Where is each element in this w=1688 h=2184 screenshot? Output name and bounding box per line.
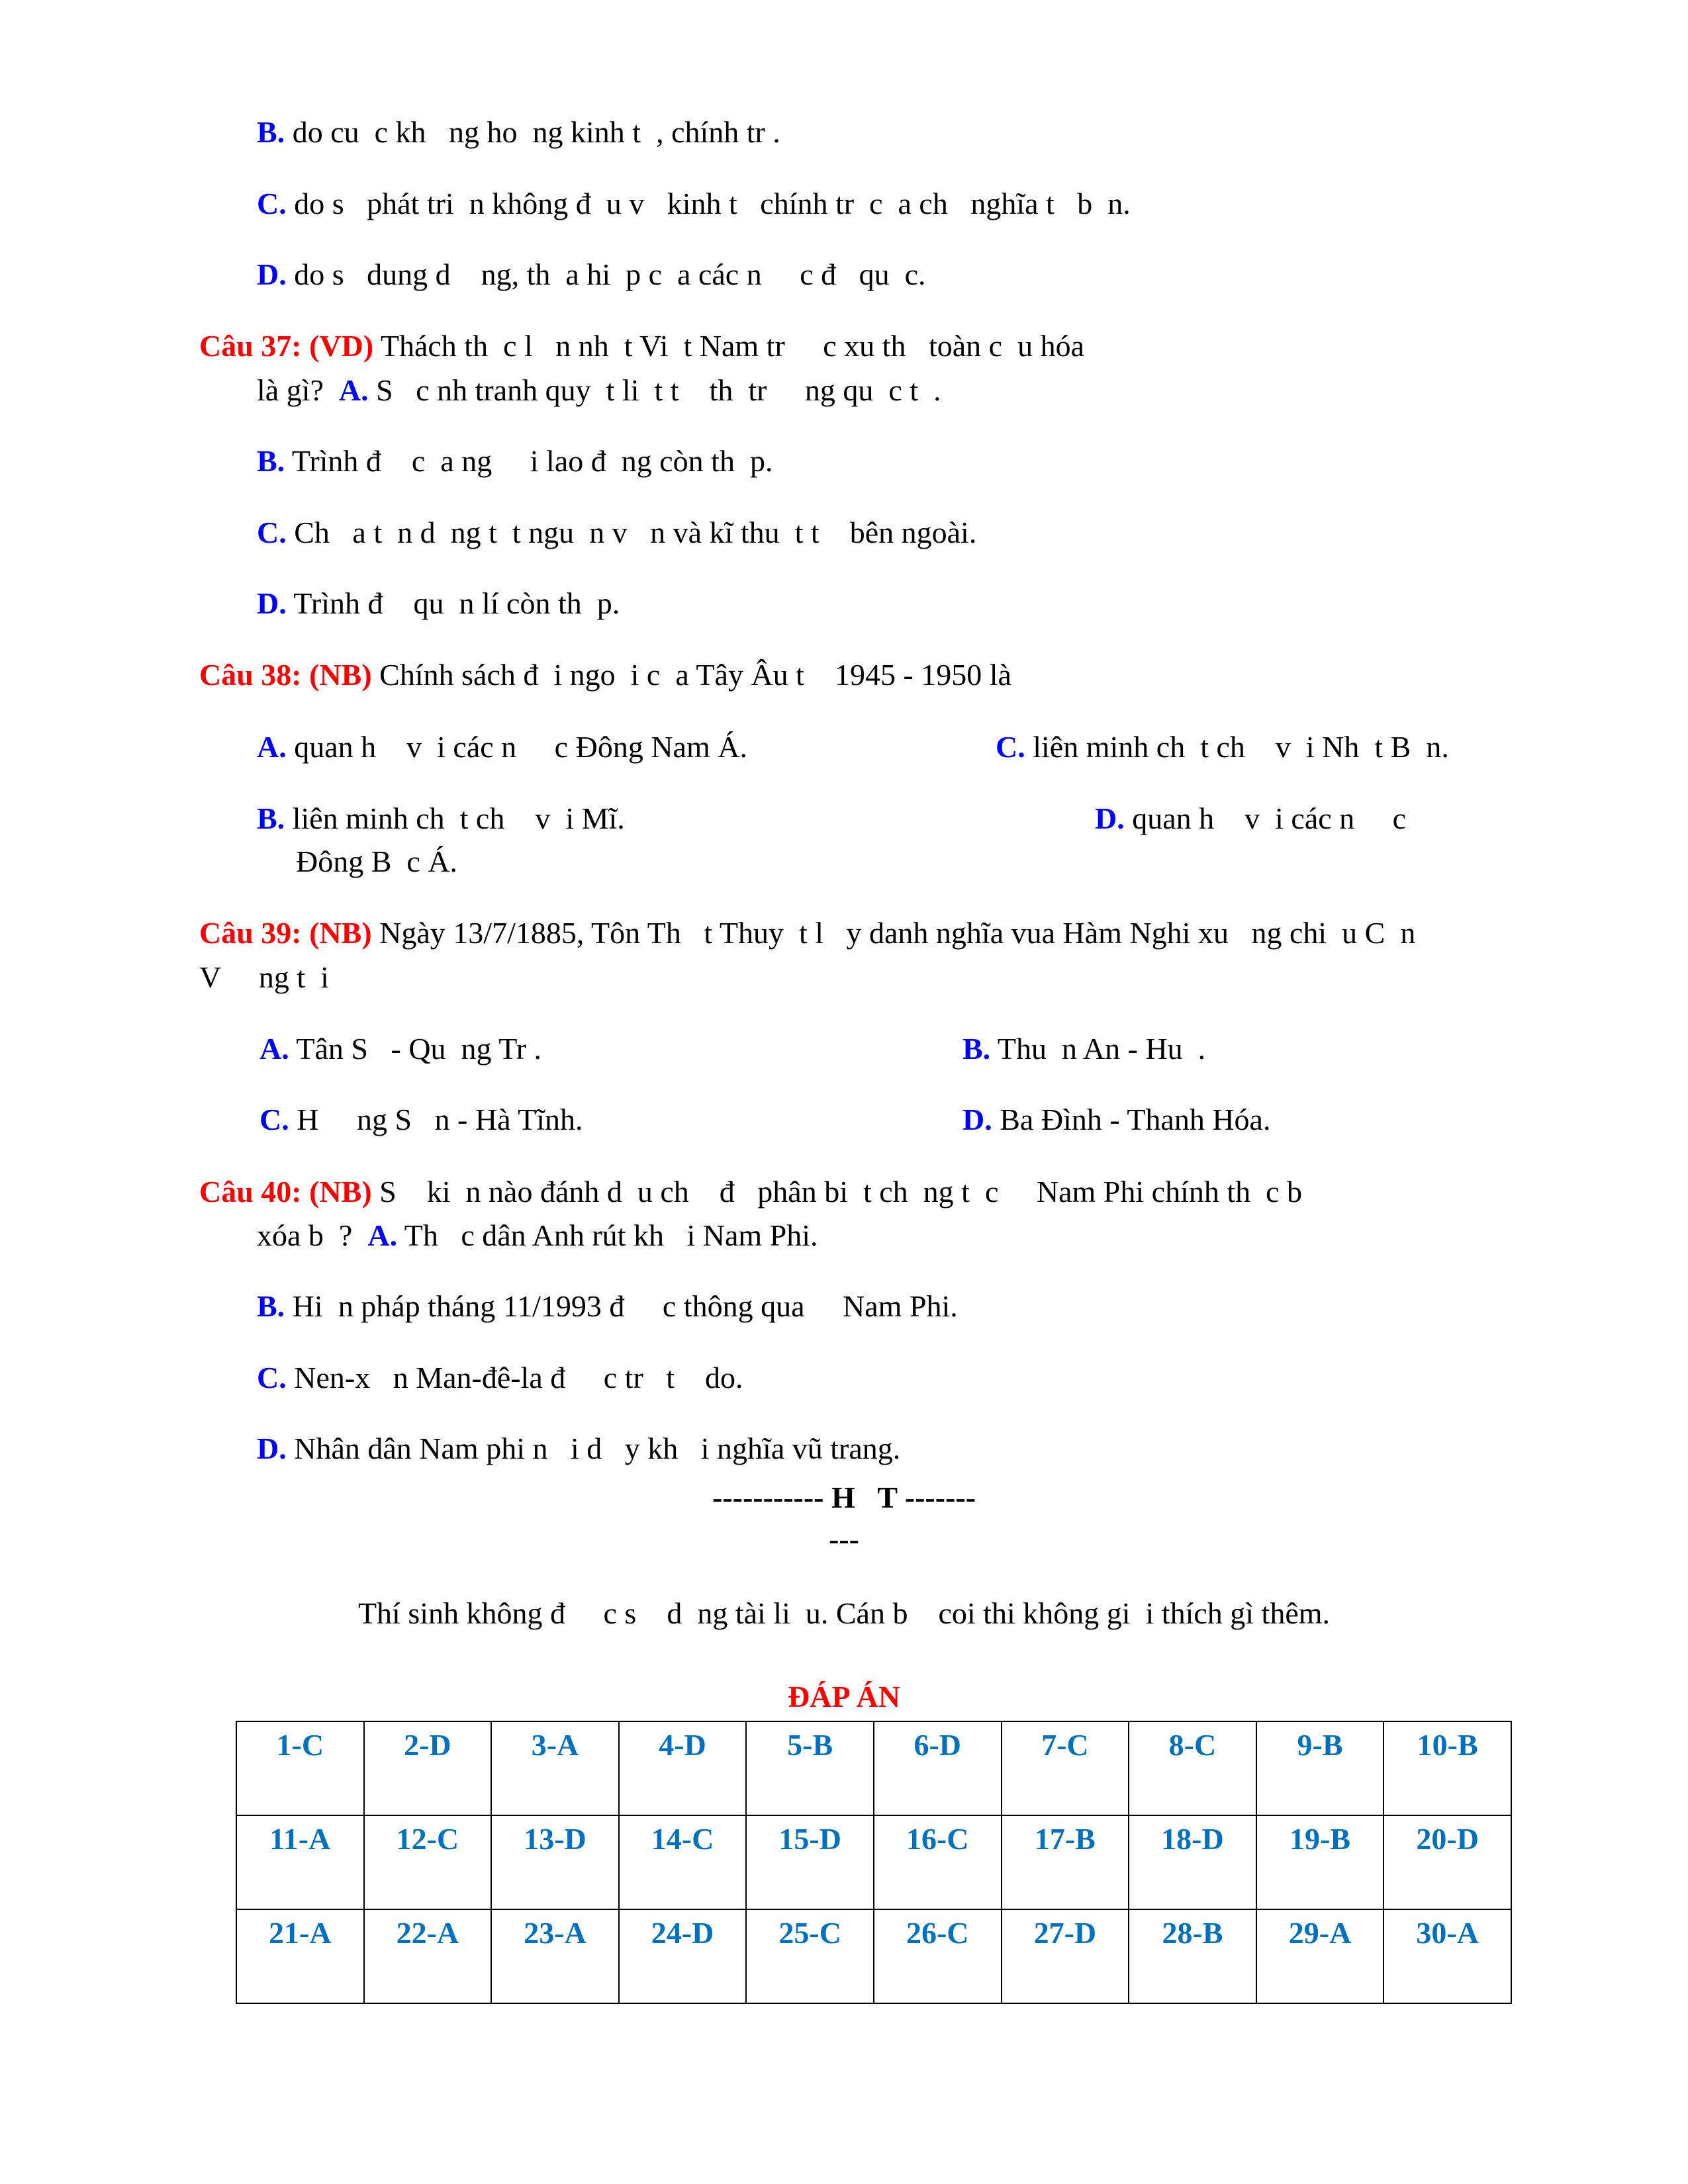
option-text: do cu c kh ng ho ng kinh t , chính tr . <box>285 115 780 149</box>
question-number: Câu 37: <box>199 329 302 363</box>
answer-cell: 29-A <box>1256 1909 1384 2003</box>
answer-row <box>236 1815 1511 1909</box>
option-text: S c nh tranh quy t li t t th tr ng qu c t . <box>368 373 941 407</box>
answer-cell: 6-D <box>874 1721 1002 1815</box>
option-label: D. <box>257 586 287 620</box>
option-label: A. <box>338 373 369 407</box>
option-text: Hi n pháp tháng 11/1993 đ c thông qua Nam Phi. <box>285 1289 958 1323</box>
answer-cell: 1-C <box>236 1721 364 1815</box>
answer-cell: 8-C <box>1129 1721 1256 1815</box>
option-label: D. <box>257 257 287 291</box>
q38-option-d-cont: Đông B c Á. <box>296 844 458 878</box>
q37-option-d <box>257 585 620 622</box>
answer-cell: 17-B <box>1002 1815 1129 1909</box>
option-label: B. <box>257 801 285 835</box>
answer-cell: 24-D <box>619 1909 747 2003</box>
q40-stem <box>199 1173 1302 1210</box>
answer-cell: 30-A <box>1383 1909 1511 2003</box>
q37-stem-cont <box>257 372 941 409</box>
answer-cell: 14-C <box>619 1815 747 1909</box>
q40-stem-cont <box>257 1217 818 1254</box>
answer-row <box>236 1909 1511 2003</box>
answer-cell: 21-A <box>236 1909 364 2003</box>
answer-cell: 4-D <box>619 1721 747 1815</box>
option-label: D. <box>257 1432 287 1465</box>
option-label: A. <box>367 1218 398 1252</box>
option-text: Ch a t n d ng t t ngu n v n và kĩ thu t t bên ngoài. <box>286 516 977 549</box>
option-text: Th c dân Anh rút kh i Nam Phi. <box>397 1218 818 1252</box>
option-label: C. <box>257 187 287 220</box>
option-text: do s phát tri n không đ u v kinh t chính tr c a ch nghĩa t b n. <box>286 187 1131 220</box>
option-label: D. <box>1095 801 1125 835</box>
end-marker-cont: --- <box>829 1522 859 1556</box>
q39-option-b <box>962 1030 1205 1068</box>
q40-option-c <box>257 1359 743 1396</box>
option-label: C. <box>996 730 1025 764</box>
question-text-cont: xóa b ? <box>257 1218 368 1252</box>
question-number: Câu 40: <box>199 1175 302 1208</box>
q38-option-a <box>257 729 747 766</box>
option-text: Nhân dân Nam phi n i d y kh i nghĩa vũ trang. <box>286 1432 901 1465</box>
option-text: Nen-x n Man-đê-la đ c tr t do. <box>286 1361 743 1394</box>
option-label: A. <box>257 730 287 764</box>
question-level: (VD) <box>301 329 374 363</box>
answer-cell: 15-D <box>746 1815 874 1909</box>
option-text: H ng S n - Hà Tĩnh. <box>289 1103 583 1136</box>
q39-stem <box>199 915 1415 952</box>
answer-cell: 2-D <box>364 1721 492 1815</box>
answer-cell: 11-A <box>236 1815 364 1909</box>
question-text: Thách th c l n nh t Vi t Nam tr c xu th toàn c u hóa <box>373 329 1084 363</box>
q36-option-c <box>257 185 1131 222</box>
q37-option-b <box>257 443 773 480</box>
q38-option-d <box>1095 800 1406 837</box>
q38-option-c <box>996 729 1449 766</box>
option-label: B. <box>257 115 285 149</box>
question-number: Câu 39: <box>199 916 302 950</box>
question-text: Ngày 13/7/1885, Tôn Th t Thuy t l y danh nghĩa vua Hàm Nghi xu ng chi u C n <box>371 916 1416 950</box>
q40-option-b <box>257 1288 958 1325</box>
answer-cell: 9-B <box>1256 1721 1384 1815</box>
option-text: Tân S - Qu ng Tr . <box>289 1032 542 1066</box>
q37-option-c <box>257 514 976 551</box>
answer-cell: 18-D <box>1129 1815 1256 1909</box>
q40-option-d <box>257 1430 900 1467</box>
option-text: liên minh ch t ch v i Nh t B n. <box>1025 730 1449 764</box>
answer-cell: 12-C <box>364 1815 492 1909</box>
option-text: Trình đ qu n lí còn th p. <box>286 586 620 620</box>
option-text: Trình đ c a ng i lao đ ng còn th p. <box>285 444 773 478</box>
option-label: C. <box>259 1103 289 1136</box>
answer-cell: 22-A <box>364 1909 492 2003</box>
q39-option-d <box>962 1101 1270 1138</box>
option-label: B. <box>257 1289 285 1323</box>
answer-cell: 23-A <box>491 1909 619 2003</box>
q38-stem <box>199 657 1011 694</box>
exam-note: Thí sinh không đ c s d ng tài li u. Cán b coi thi không gi i thích gì thêm. <box>357 1596 1331 1630</box>
option-label: D. <box>962 1103 992 1136</box>
option-text: liên minh ch t ch v i Mĩ. <box>285 801 625 835</box>
question-number: Câu 38: <box>199 658 302 692</box>
answer-cell: 10-B <box>1383 1721 1511 1815</box>
answer-cell: 27-D <box>1002 1909 1129 2003</box>
end-marker: ----------- H T ------- <box>712 1480 976 1514</box>
answer-cell: 20-D <box>1383 1815 1511 1909</box>
q37-stem <box>199 328 1084 365</box>
option-label: B. <box>257 444 285 478</box>
answer-key-title: ĐÁP ÁN <box>788 1680 900 1713</box>
q36-option-b <box>257 114 780 151</box>
answer-cell: 25-C <box>746 1909 874 2003</box>
question-level: (NB) <box>301 916 372 950</box>
answer-cell: 16-C <box>874 1815 1002 1909</box>
option-text: quan h v i các n c Đông Nam Á. <box>286 730 747 764</box>
question-text: Chính sách đ i ngo i c a Tây Âu t 1945 - 1950 là <box>371 658 1011 692</box>
q36-option-d <box>257 256 926 293</box>
option-text: do s dung d ng, th a hi p c a các n c đ qu c. <box>286 257 926 291</box>
option-text: quan h v i các n c <box>1124 801 1407 835</box>
question-text-cont: là gì? <box>257 373 339 407</box>
answer-cell: 3-A <box>491 1721 619 1815</box>
answer-row <box>236 1721 1511 1815</box>
q39-option-a <box>259 1030 541 1068</box>
option-label: A. <box>259 1032 289 1066</box>
option-text: Thu n An - Hu . <box>990 1032 1206 1066</box>
option-label: C. <box>257 1361 287 1394</box>
question-text: S ki n nào đánh d u ch đ phân bi t ch ng t c Nam Phi chính th c b <box>371 1175 1303 1208</box>
answer-cell: 26-C <box>874 1909 1002 2003</box>
answer-cell: 19-B <box>1256 1815 1384 1909</box>
answer-cell: 13-D <box>491 1815 619 1909</box>
answer-cell: 7-C <box>1002 1721 1129 1815</box>
answer-cell: 5-B <box>746 1721 874 1815</box>
q39-stem-cont: V ng t i <box>199 960 329 994</box>
option-label: C. <box>257 516 287 549</box>
answer-key-table <box>236 1721 1512 2004</box>
question-level: (NB) <box>301 658 372 692</box>
option-text: Ba Đình - Thanh Hóa. <box>992 1103 1271 1136</box>
q39-option-c <box>259 1101 583 1138</box>
answer-cell: 28-B <box>1129 1909 1256 2003</box>
question-level: (NB) <box>301 1175 372 1208</box>
q38-option-b <box>257 800 625 837</box>
option-label: B. <box>962 1032 991 1066</box>
